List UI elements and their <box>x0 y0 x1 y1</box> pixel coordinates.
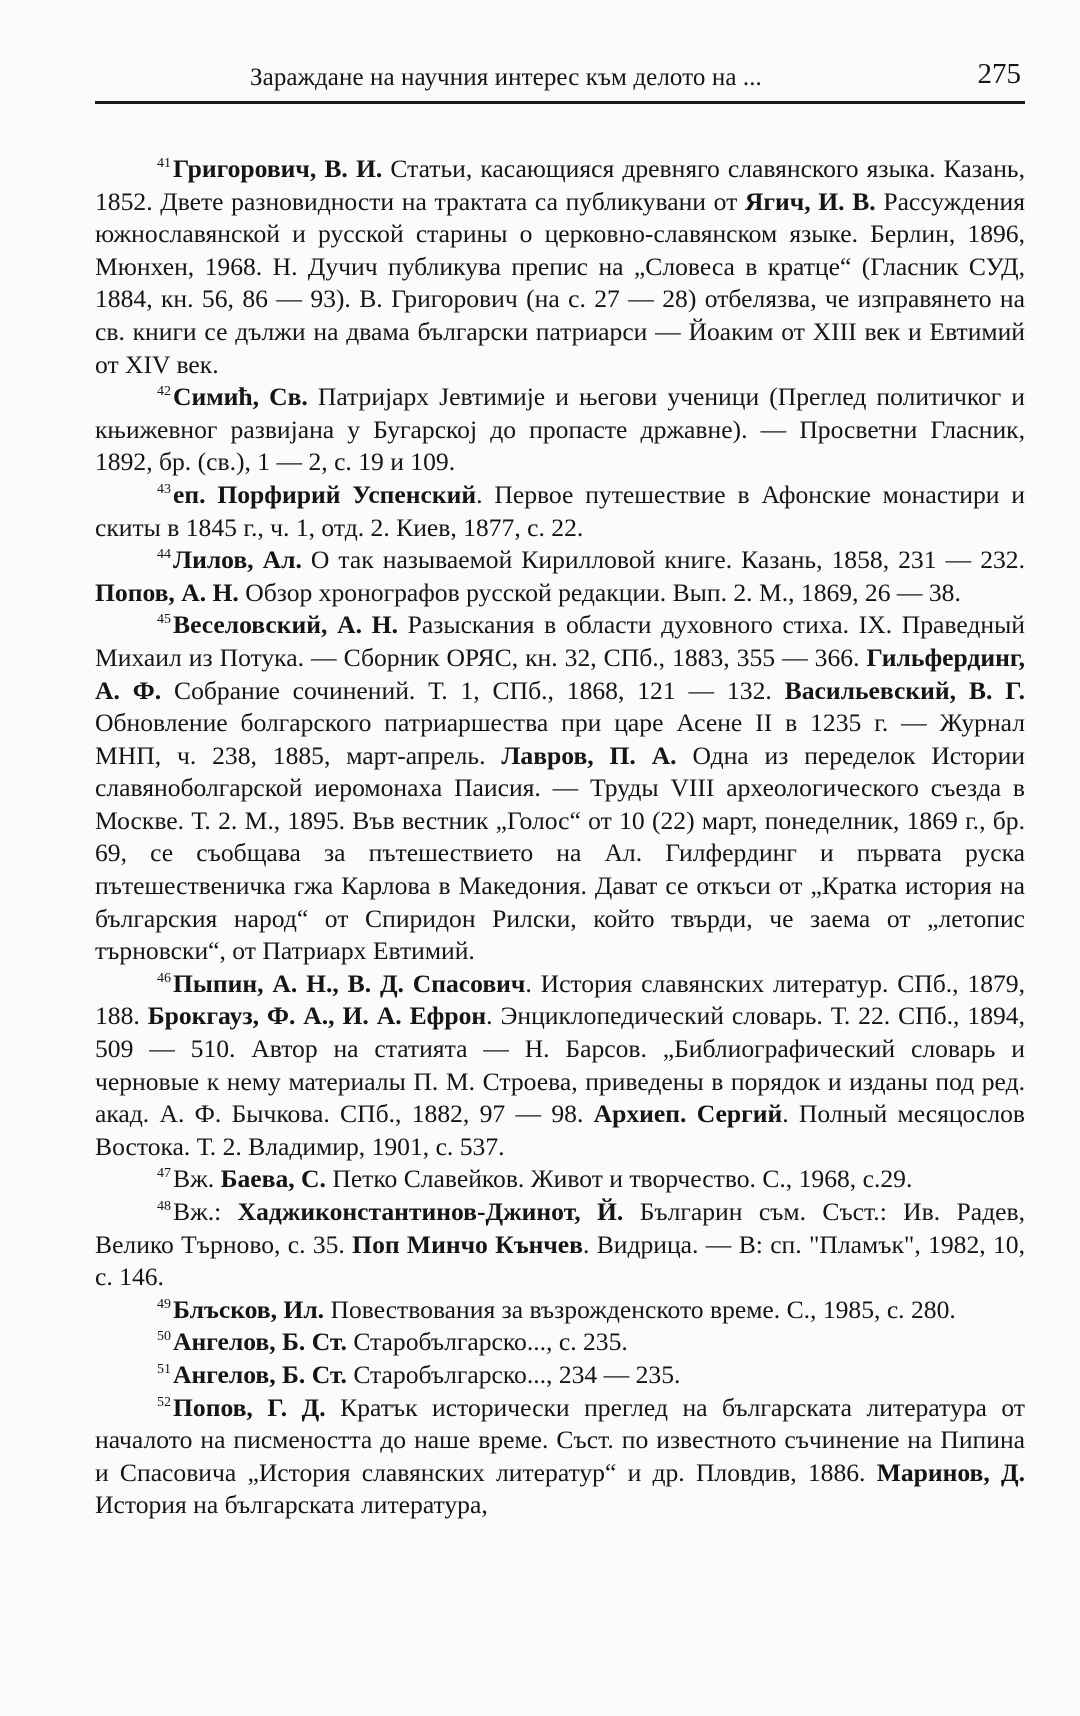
footnote-text: . Полный месяцослов Востока. Т. 2. Владимир, 1901, с. 537. <box>95 1099 1025 1161</box>
footnote-text: Патријарх Јевтимије и његови ученици (Преглед политичког и књижевног развијана у Бугарској до пропасте државне). — Просветни Гласник, 1892, бр. (св.), 1 — 2, с. 19 и 109. <box>95 382 1025 477</box>
footnote-text: Кратък исторически преглед на българската литература от началото на писмеността до наше време. Съст. по известното съчинение на Пипина и Спасовича „История славянских литератур“ и др. Пловдив, 1886. <box>95 1392 1025 1487</box>
page-number: 275 <box>977 58 1021 90</box>
footnote-author: Лавров, П. А. <box>501 740 677 770</box>
footnote-author: Ангелов, Б. Ст. <box>173 1359 347 1389</box>
footnote-text: . Видрица. — В: сп. "Пламък", 1982, 10, с. 146. <box>95 1229 1025 1292</box>
footnotes-block <box>95 153 1025 1522</box>
running-head-title: Зараждане на научния интерес към делото на ... <box>250 64 762 91</box>
footnote <box>95 381 1025 479</box>
footnote-number: 46 <box>157 970 171 986</box>
footnote-author: Васильевский, В. Г. <box>784 675 1025 705</box>
footnote-text: Обновление болгарского патриаршества при царе Асене II в 1235 г. — Журнал МНП, ч. 238, 1885, март-апрель. <box>95 708 1025 770</box>
footnote-number: 48 <box>157 1199 171 1214</box>
footnote <box>95 609 1025 968</box>
footnote-author: Ягич, И. В. <box>744 186 876 216</box>
footnote-text: Вж.: <box>173 1197 238 1226</box>
footnote-author: Лилов, Ал. <box>173 545 302 575</box>
footnote-author: Григорович, В. И. <box>173 154 383 183</box>
footnote-text: Обзор хронографов русской редакции. Вып. 2. М., 1869, 26 — 38. <box>238 577 961 607</box>
footnote <box>95 1326 1025 1359</box>
footnote-author: Попов, А. Н. <box>95 577 239 607</box>
header-rule <box>95 101 1025 104</box>
footnote-author: Гильфердинг, А. Ф. <box>95 642 1025 705</box>
footnote-text: . Первое путешествие в Афонские монастири и скиты в 1845 г., ч. 1, отд. 2. Киев, 1877, с. 22. <box>95 479 1025 542</box>
footnote-author: Поп Минчо Кънчев <box>352 1229 583 1259</box>
footnote-number: 41 <box>157 156 171 171</box>
footnote <box>95 1294 1025 1327</box>
footnote <box>95 1359 1025 1392</box>
footnote-author: Блъсков, Ил. <box>173 1294 325 1324</box>
footnote <box>95 1196 1025 1294</box>
footnote-number: 44 <box>157 547 171 563</box>
footnote <box>95 153 1025 381</box>
footnote-text: История на българската литература, <box>95 1490 488 1520</box>
footnote-text: Рассуждения южнославянской и русской старины о церковно-славянском языке. Берлин, 1896, Мюнхен, 1968. Н. Дучич публикува препис на „Словеса в кратце“ (Гласник СУД, 1884, кн. 56, 86 — 93). В. Григорович (на с. 27 — 28) отбелязва, че изправянето на св. книги се дължи на двама български патриарси — Йоаким от XIII век и Евтимий от XIV век. <box>95 186 1025 379</box>
footnote-text: Вж. <box>173 1164 221 1194</box>
footnote-text: Повествования за възрожденското време. С., 1985, с. 280. <box>324 1294 956 1324</box>
footnote <box>95 544 1025 609</box>
footnote-author: Симић, Св. <box>173 382 308 412</box>
running-head <box>95 56 1025 100</box>
footnote-text: . История славянских литератур. СПб., 1879, 188. <box>95 968 1025 1031</box>
footnote <box>95 479 1025 544</box>
footnote-text: Одна из переделок Истории славяноболгарской иеромонаха Паисия. — Труды VIII археологического съезда в Москве. Т. 2. М., 1895. Във вестник „Голос“ от 10 (22) март, понеделник, 1869 г., бр. 69, се съобщава за пътешествието на Ал. Гилфердинг и първата руска пътешественичка гжа Карлова в Македония. Дават се откъси от „Кратка история на българския народ“ от Спиридон Рилски, който твърди, че заема от „летопис търновски“, от Патриарх Евтимий. <box>95 740 1025 966</box>
footnote-number: 43 <box>157 481 171 497</box>
footnote-text: Разыскания в области духовного стиха. IX. Праведный Михаил из Потука. — Сборник ОРЯС, кн. 32, СПб., 1883, 355 — 366. <box>95 610 1025 672</box>
footnote-author: Пыпин, А. Н., В. Д. Спасович <box>173 968 526 998</box>
footnote-text: Статьи, касающияся древняго славянского языка. Казань, 1852. Двете разновидности на трактата са публикувани от <box>95 154 1025 216</box>
footnote-author: Брокгауз, Ф. А., И. А. Ефрон <box>147 1001 487 1031</box>
footnote-author: Архиеп. Сергий <box>593 1099 783 1129</box>
footnote <box>95 968 1025 1164</box>
footnote-text: Българин съм. Съст.: Ив. Радев, Велико Търново, с. 35. <box>95 1197 1025 1259</box>
footnote-author: Попов, Г. Д. <box>173 1392 326 1422</box>
footnote-author: еп. Порфирий Успенский <box>173 479 477 509</box>
footnote-text: Петко Славейков. Живот и творчество. С., 1968, с.29. <box>325 1164 913 1194</box>
footnote-author: Веселовский, А. Н. <box>173 610 398 640</box>
footnote-number: 45 <box>157 612 171 628</box>
footnote <box>95 1392 1025 1522</box>
footnote-text: О так называемой Кирилловой книге. Казань, 1858, 231 — 232. <box>301 545 1025 575</box>
footnote-author: Ангелов, Б. Ст. <box>173 1327 347 1357</box>
footnote-author: Маринов, Д. <box>876 1457 1026 1487</box>
footnote <box>95 1163 1025 1196</box>
footnote-number: 42 <box>157 384 171 400</box>
footnote-number: 47 <box>157 1166 171 1182</box>
footnote-author: Хаджиконстантинов-Джинот, Й. <box>237 1197 624 1226</box>
footnote-number: 52 <box>157 1394 171 1410</box>
footnote-number: 51 <box>157 1361 171 1377</box>
footnote-text: Собрание сочинений. Т. 1, СПб., 1868, 121 — 132. <box>161 675 785 705</box>
footnote-number: 50 <box>157 1329 171 1345</box>
footnote-text: Старобългарско..., с. 235. <box>346 1327 628 1357</box>
footnote-author: Баева, С. <box>220 1164 326 1194</box>
footnote-number: 49 <box>157 1296 171 1312</box>
footnote-text: . Энциклопедический словарь. Т. 22. СПб., 1894, 509 — 510. Автор на статията — Н. Барсов. „Библиографический словарь и черновые к нему материалы П. М. Строева, приведены в порядок и изданы под ред. акад. А. Ф. Бычкова. СПб., 1882, 97 — 98. <box>95 1001 1025 1129</box>
footnote-text: Старобългарско..., 234 — 235. <box>346 1359 681 1389</box>
